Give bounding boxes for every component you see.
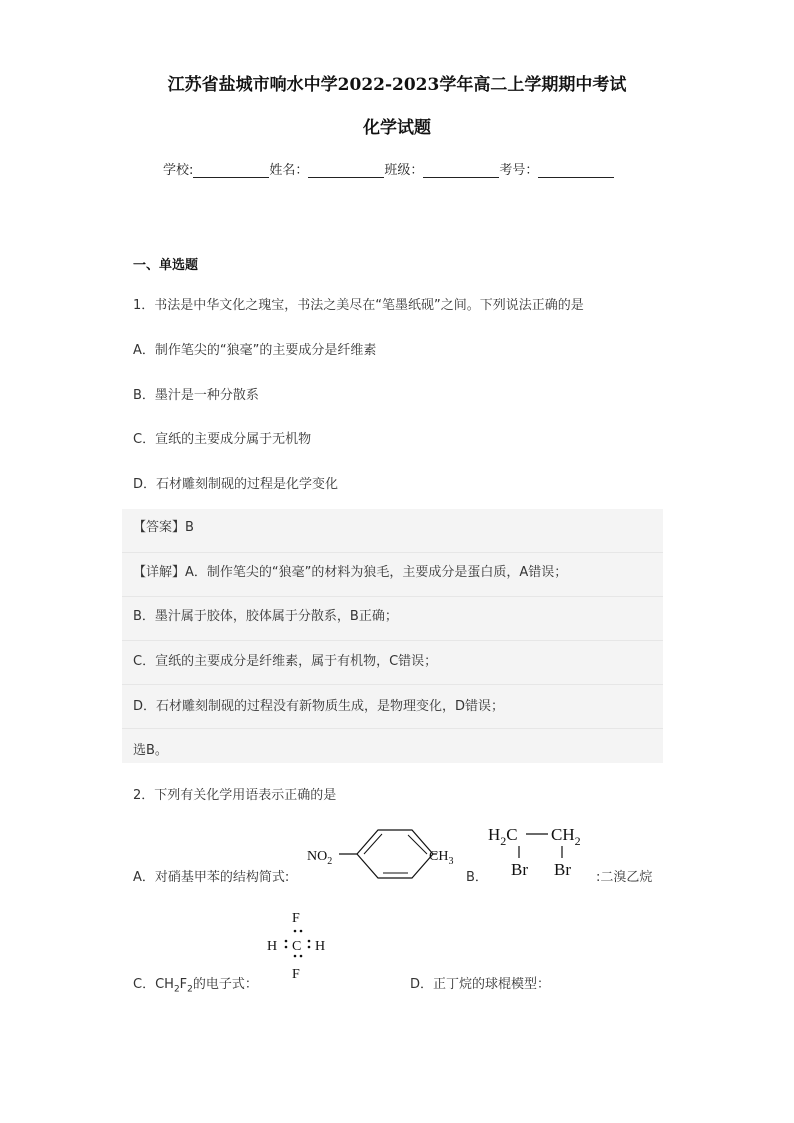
q2-option-b-prefix: B． xyxy=(466,870,488,885)
name-label: 姓名： xyxy=(269,163,309,178)
h2c-label: H xyxy=(488,825,501,844)
dibromoethane-structure xyxy=(486,820,596,882)
fluorine-label: F xyxy=(292,967,300,982)
q2-option-c-prefix: C．CH xyxy=(133,977,174,992)
subscript: 2 xyxy=(187,984,193,995)
h2c-sub: 2 xyxy=(500,834,507,848)
subscript: 2 xyxy=(173,984,180,995)
bromine-label: Br xyxy=(511,860,528,879)
carbon-label: C xyxy=(292,939,302,954)
q2-stem: 2．下列有关化学用语表示正确的是 xyxy=(133,788,337,803)
school-label: 学校: xyxy=(163,163,194,178)
q2-option-d: D．正丁烷的球棍模型： xyxy=(410,977,551,992)
q1-explanation-line: C．宣纸的主要成分是纤维素，属于有机物，C错误； xyxy=(133,654,438,669)
q1-option-d: D．石材雕刻制砚的过程是化学变化 xyxy=(133,477,339,492)
q2-option-c xyxy=(133,973,258,995)
q1-option-a: A．制作笔尖的“狼毫”的主要成分是纤维素 xyxy=(133,343,377,358)
ch2-sub: 2 xyxy=(574,834,581,848)
q1-explanation-line: 【详解】A．制作笔尖的“狼毫”的材料为狼毛，主要成分是蛋白质，A错误； xyxy=(133,565,568,580)
methyl-group-sub: 3 xyxy=(448,856,454,867)
class-blank[interactable] xyxy=(423,163,499,178)
q1-stem: 1．书法是中华文化之瑰宝，书法之美尽在“笔墨纸砚”之间。下列说法正确的是 xyxy=(133,298,584,313)
hydrogen-label: H xyxy=(267,939,278,954)
q2-option-c-mid: F xyxy=(179,977,188,992)
h2c-carbon: C xyxy=(506,825,518,844)
q1-explanation-line: D．石材雕刻制砚的过程没有新物质生成，是物理变化，D错误； xyxy=(133,699,505,714)
class-label: 班级： xyxy=(384,163,424,178)
divider xyxy=(122,684,663,685)
electron-dot xyxy=(308,946,311,949)
electron-dot xyxy=(300,930,303,933)
nitro-group-sub: 2 xyxy=(327,856,333,867)
divider xyxy=(122,728,663,729)
electron-dot xyxy=(300,955,303,958)
ch2-label: CH xyxy=(551,825,575,844)
page-subtitle: 化学试题 xyxy=(363,118,431,138)
student-info-row xyxy=(163,159,614,178)
q2-option-c-suffix: 的电子式： xyxy=(192,977,258,992)
svg-text:CH2 xyxy=(551,825,581,848)
svg-text:H2C xyxy=(488,825,518,848)
school-blank[interactable] xyxy=(193,163,269,178)
bromine-label: Br xyxy=(554,860,571,879)
svg-text:CH3 xyxy=(429,849,453,867)
hydrogen-label: H xyxy=(315,939,326,954)
divider xyxy=(122,640,663,641)
nitro-group-label: NO xyxy=(307,849,328,864)
exam-no-label: 考号： xyxy=(499,163,539,178)
divider xyxy=(122,596,663,597)
ring-double-bond xyxy=(364,834,382,854)
q2-option-b-suffix: :二溴乙烷 xyxy=(596,870,653,885)
q1-explanation-line: B．墨汁属于胶体，胶体属于分散系，B正确； xyxy=(133,609,398,624)
electron-dot xyxy=(294,955,297,958)
electron-dot xyxy=(294,930,297,933)
electron-dot xyxy=(285,940,288,943)
section-heading: 一、单选题 xyxy=(133,258,199,273)
methyl-group-label: CH xyxy=(429,849,449,864)
answer-panel xyxy=(122,509,663,763)
exam-no-blank[interactable] xyxy=(538,163,614,178)
electron-dot xyxy=(285,946,288,949)
q1-answer: 【答案】B xyxy=(133,520,194,535)
benzene-ring xyxy=(357,830,433,878)
name-blank[interactable] xyxy=(308,163,384,178)
electron-dot-formula xyxy=(264,904,332,984)
nitrotoluene-structure xyxy=(305,822,465,888)
q2-option-a: A．对硝基甲苯的结构简式: xyxy=(133,870,290,885)
svg-text:NO2 xyxy=(307,849,332,867)
q1-option-c: C．宣纸的主要成分属于无机物 xyxy=(133,432,312,447)
fluorine-label: F xyxy=(292,911,300,926)
q1-option-b: B．墨汁是一种分散系 xyxy=(133,388,259,403)
divider xyxy=(122,552,663,553)
electron-dot xyxy=(308,940,311,943)
q1-explanation-line: 选B。 xyxy=(133,743,168,758)
page-title: 江苏省盐城市响水中学2022-2023学年高二上学期期中考试 xyxy=(167,75,627,95)
